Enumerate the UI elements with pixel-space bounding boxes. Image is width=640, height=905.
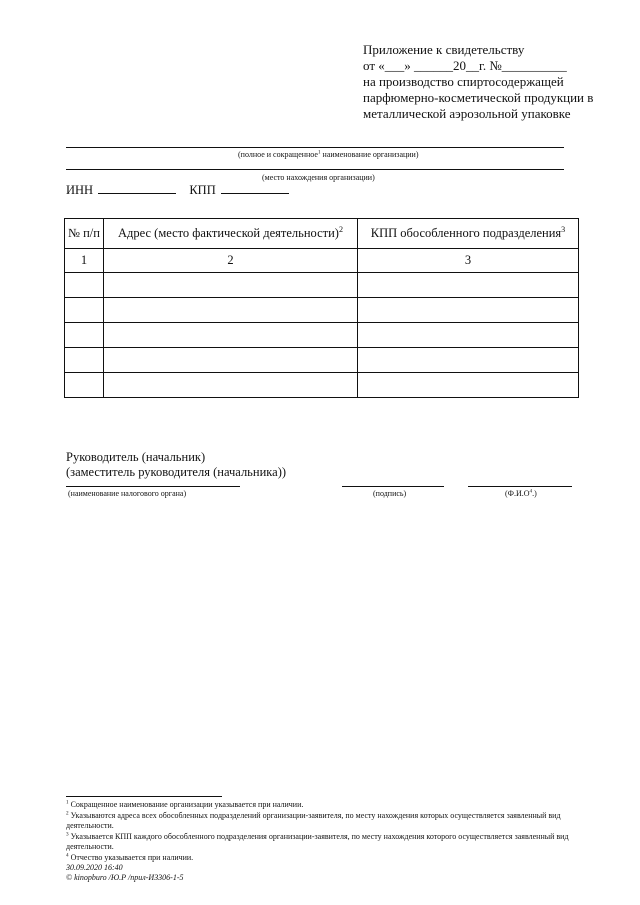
tax-authority-caption: (наименование налогового органа) (68, 489, 187, 498)
inn-field[interactable] (98, 182, 176, 194)
table-cell[interactable] (358, 323, 579, 348)
table-cell[interactable] (65, 273, 104, 298)
footnote-3: $^3$ Указывается КПП каждого обособленного подразделения организации-заявителя, по месту нахождения которого осуществляется заявленный вид деятельности. (66, 830, 569, 851)
table-cell[interactable] (104, 323, 358, 348)
column-number-3: 3 (358, 249, 579, 273)
inn-kpp-row (66, 182, 289, 198)
footnote-2: $^2$ Указываются адреса всех обособленных подразделений организации-заявителя, по месту нахождения которых осуществляется заявленный вид деятельности. (66, 809, 561, 830)
header-num: № п/п (65, 219, 104, 249)
column-number-2: 2 (104, 249, 358, 273)
stamp-reference: © kinopburo /Ю.Р /прил-ИЗ306-1-5 (66, 873, 184, 882)
subdivisions-table (64, 218, 579, 398)
stamp-datetime: 30.09.2020 16:40 (66, 863, 123, 872)
table-row (65, 348, 579, 373)
footnote-1: $^1$ Сокращенное наименование организации указывается при наличии. (66, 799, 304, 809)
document-stamp (66, 863, 596, 883)
inn-label: ИНН (66, 183, 94, 197)
footnotes (66, 800, 596, 883)
footnote-divider (66, 796, 222, 797)
table-numbers-row (65, 249, 579, 273)
signature-caption: (подпись) (373, 489, 407, 498)
footnote-4: $^4$ Отчество указывается при наличии. (66, 851, 194, 862)
header-line-5: металлической аэрозольной упаковке (363, 106, 571, 121)
column-number-1: 1 (65, 249, 104, 273)
table-cell[interactable] (104, 348, 358, 373)
organization-location-field[interactable] (66, 169, 564, 170)
table-cell[interactable] (358, 373, 579, 398)
fio-caption: $(Ф.И.О^4.)$ (505, 488, 537, 498)
header-kpp: КПП обособленного подразделения$^3$ (358, 219, 579, 249)
table-cell[interactable] (358, 273, 579, 298)
organization-name-field[interactable] (66, 147, 564, 148)
signature-title-line-1: Руководитель (начальник) (66, 450, 206, 464)
table-cell[interactable] (65, 373, 104, 398)
kpp-label: КПП (189, 183, 216, 197)
signature-block (66, 450, 286, 480)
tax-authority-field[interactable] (66, 486, 240, 487)
header-address: Адрес (место фактической деятельности)$^2$ (104, 219, 358, 249)
document-header (363, 42, 593, 122)
table-cell[interactable] (65, 348, 104, 373)
table-cell[interactable] (65, 323, 104, 348)
header-line-4: парфюмерно-косметической продукции в (363, 90, 594, 105)
organization-location-caption: (место нахождения организации) (262, 173, 375, 182)
table-cell[interactable] (104, 298, 358, 323)
signature-title-line-2: (заместитель руководителя (начальника)) (66, 465, 287, 479)
header-line-1: Приложение к свидетельству (363, 42, 525, 57)
table-header-row (65, 219, 579, 249)
table-cell[interactable] (358, 348, 579, 373)
fio-field[interactable] (468, 486, 572, 487)
header-line-2: от «___» ______20__г. №__________ (363, 58, 567, 73)
kpp-field[interactable] (221, 182, 289, 194)
header-line-3: на производство спиртосодержащей (363, 74, 564, 89)
table-cell[interactable] (104, 273, 358, 298)
organization-name-caption: (полное и сокращенное$^1$ наименование организации) (238, 149, 419, 159)
table-cell[interactable] (104, 373, 358, 398)
table-row (65, 323, 579, 348)
table-row (65, 373, 579, 398)
table-row (65, 298, 579, 323)
table-cell[interactable] (358, 298, 579, 323)
table-cell[interactable] (65, 298, 104, 323)
table-row (65, 273, 579, 298)
signature-field[interactable] (342, 486, 444, 487)
